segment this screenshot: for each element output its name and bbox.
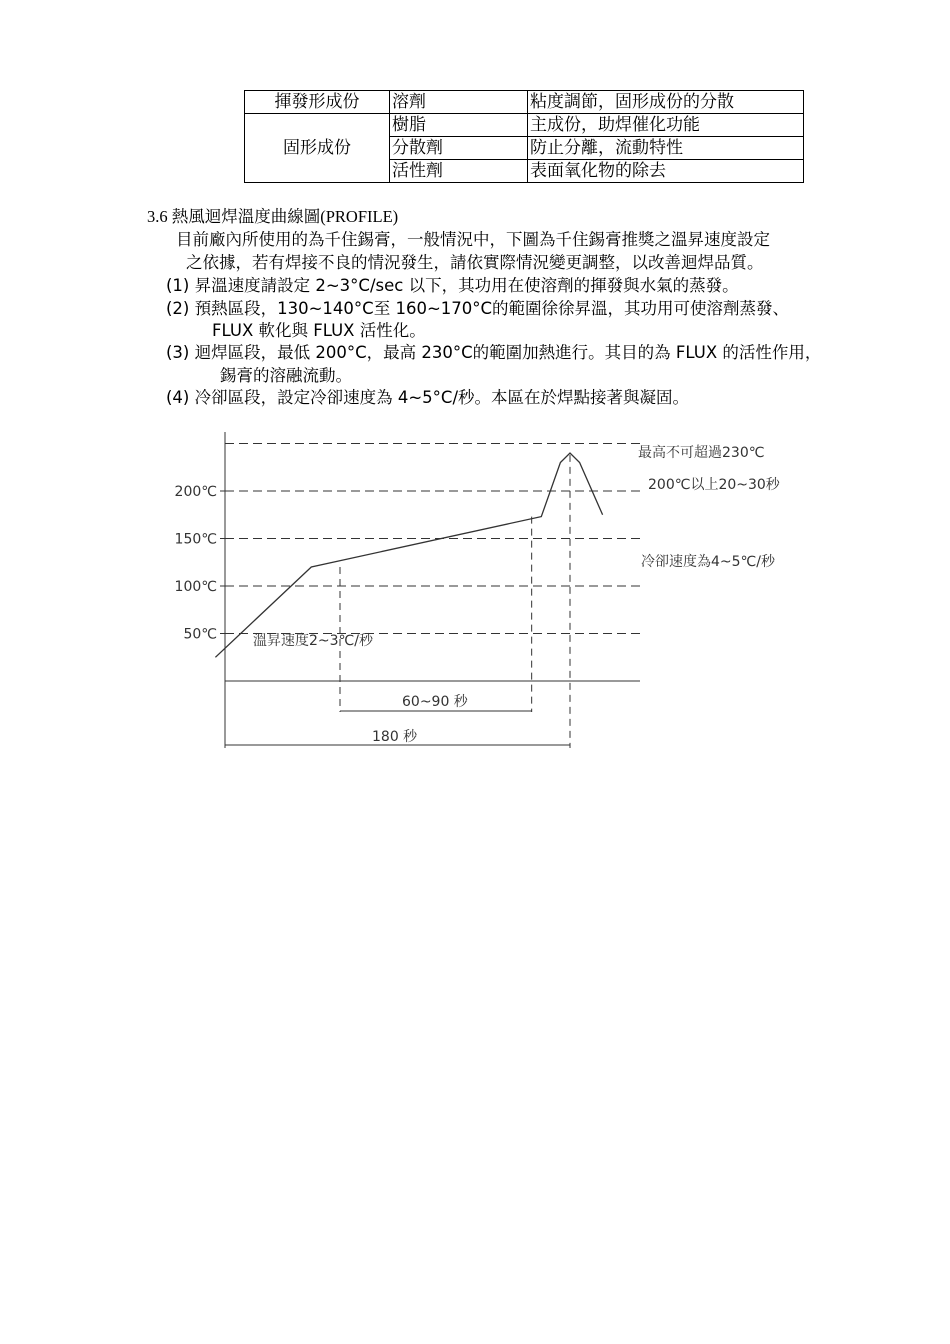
chart-gridlines xyxy=(220,444,640,634)
chart-series xyxy=(215,453,602,657)
table-cell: 揮發形成份 xyxy=(245,91,390,114)
list-item: (1) 昇溫速度請設定 2~3°C/sec 以下，其功用在使溶劑的揮發與水氣的蒸發。 xyxy=(166,276,739,295)
y-tick-label: 50℃ xyxy=(183,626,217,643)
annotation-above200: 200℃以上20~30秒 xyxy=(648,477,780,493)
intro-line: 之依據，若有焊接不良的情況發生，請依實際情況變更調整，以改善迴焊品質。 xyxy=(186,253,764,272)
annotation-peak: 最高不可超過230℃ xyxy=(638,445,765,461)
chart-spans xyxy=(225,455,570,748)
table-cell: 固形成份 xyxy=(245,114,390,183)
list-item: (3) 迴焊區段，最低 200°C，最高 230°C的範圍加熱進行。其目的為 FLUX 的活性作用， xyxy=(166,343,822,362)
list-item-continuation: 錫膏的溶融流動。 xyxy=(220,366,352,385)
table-cell: 防止分離，流動特性 xyxy=(528,137,804,160)
y-tick-label: 150℃ xyxy=(174,531,217,548)
table-cell: 主成份，助焊催化功能 xyxy=(528,114,804,137)
table-cell: 活性劑 xyxy=(390,160,528,183)
annotation-cooling: 冷卻速度為4~5℃/秒 xyxy=(641,554,775,570)
list-item: (2) 預熱區段，130~140°C至 160~170°C的範圍徐徐昇溫，其功用可使溶劑蒸發、 xyxy=(166,299,790,318)
table-cell: 粘度調節，固形成份的分散 xyxy=(528,91,804,114)
y-tick-label: 200℃ xyxy=(174,484,217,500)
annotation-ramp: 溫昇速度2~3℃/秒 xyxy=(253,633,373,649)
series-line xyxy=(215,453,602,657)
table-cell: 分散劑 xyxy=(390,137,528,160)
list-item: (4) 冷卻區段，設定冷卻速度為 4~5°C/秒。本區在於焊點接著與凝固。 xyxy=(166,388,690,407)
annotation-preheat-span: 60~90 秒 xyxy=(402,694,468,710)
table-cell: 表面氧化物的除去 xyxy=(528,160,804,183)
y-tick-label: 100℃ xyxy=(174,579,217,595)
table-cell: 溶劑 xyxy=(390,91,528,114)
table-cell: 樹脂 xyxy=(390,114,528,137)
intro-line: 目前廠內所使用的為千住錫膏，一般情況中，下圖為千住錫膏推獎之溫昇速度設定 xyxy=(176,230,770,249)
list-item-continuation: FLUX 軟化與 FLUX 活性化。 xyxy=(212,321,426,340)
chart-tick-labels xyxy=(175,484,217,643)
section-heading: 3.6 熱風迴焊溫度曲線圖(PROFILE) xyxy=(147,207,399,226)
annotation-total-span: 180 秒 xyxy=(372,729,418,745)
